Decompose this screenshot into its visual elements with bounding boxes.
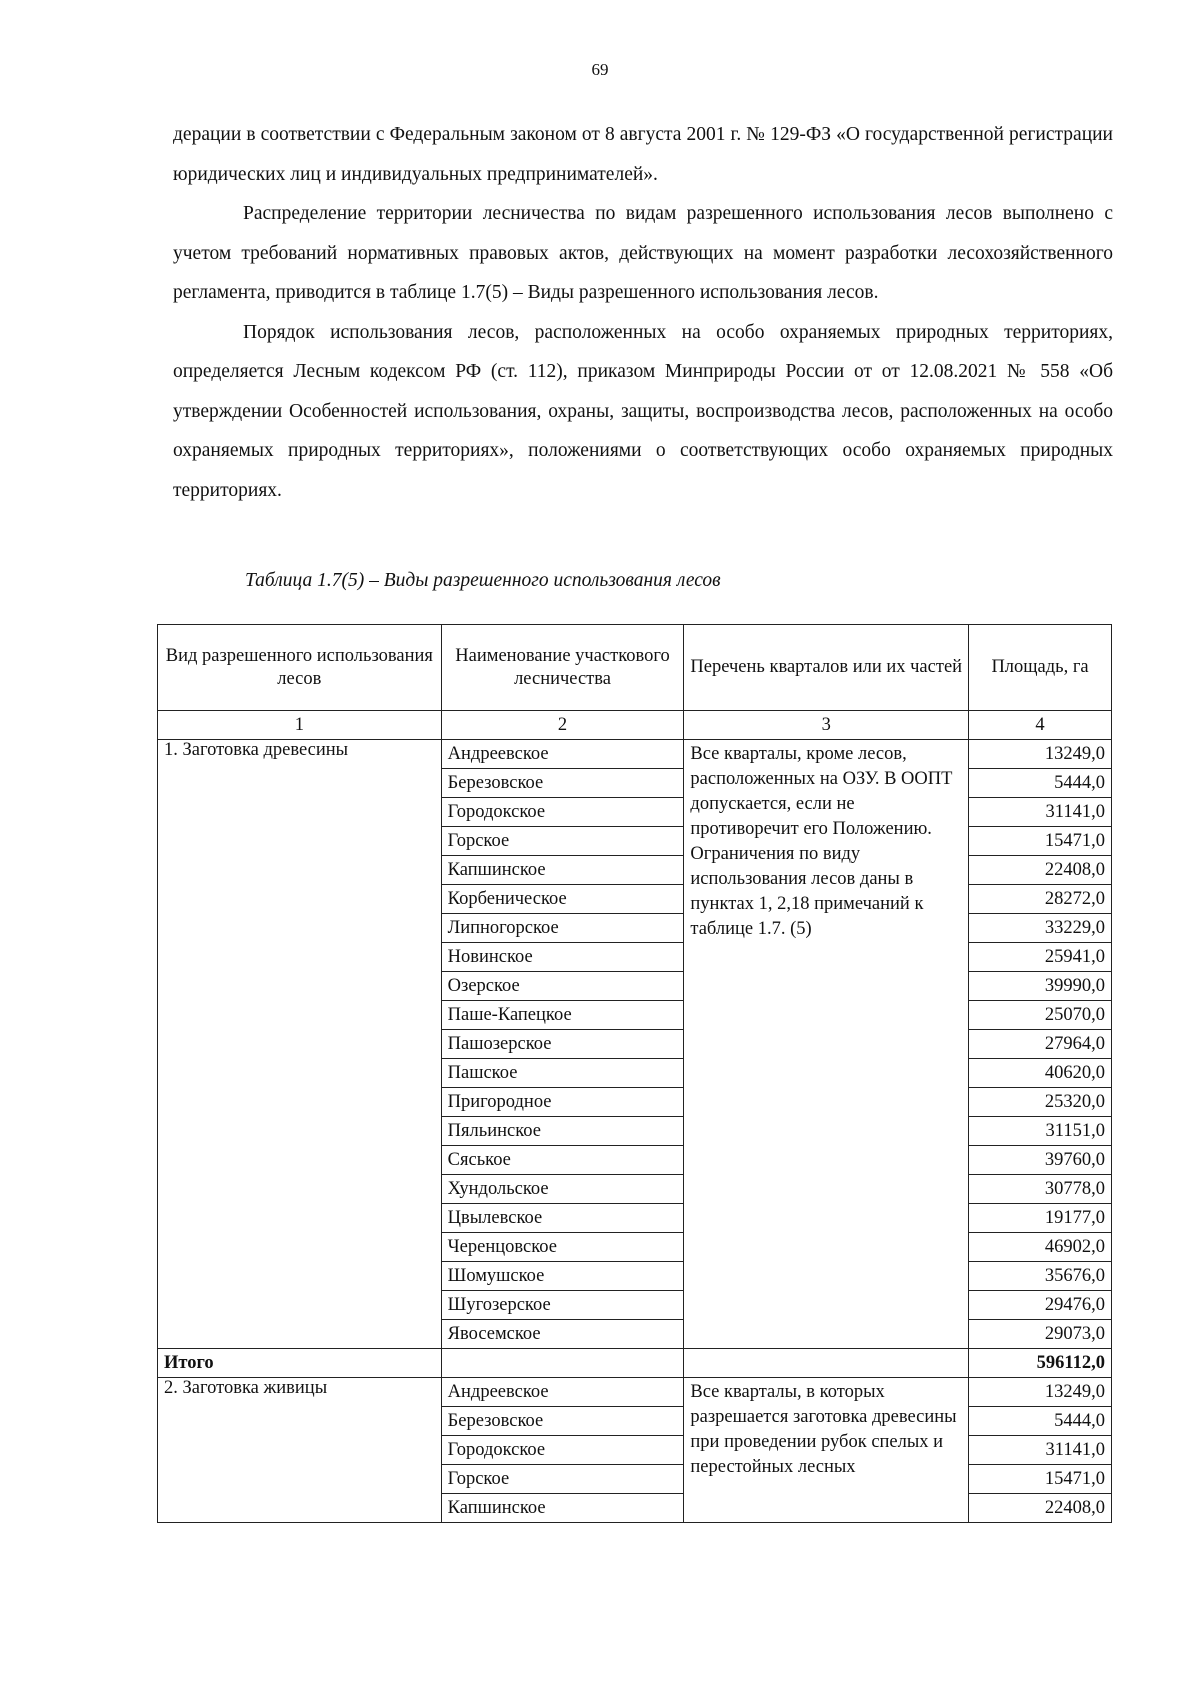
forestry-name-cell: Черенцовское bbox=[441, 1233, 684, 1262]
empty-cell bbox=[441, 1349, 684, 1378]
forestry-name-cell: Шугозерское bbox=[441, 1291, 684, 1320]
area-cell: 29476,0 bbox=[969, 1291, 1112, 1320]
forestry-name-cell: Пригородное bbox=[441, 1088, 684, 1117]
header-cell: Перечень кварталов или их частей bbox=[684, 625, 969, 711]
forestry-name-cell: Городокское bbox=[441, 1436, 684, 1465]
total-area: 596112,0 bbox=[969, 1349, 1112, 1378]
quarters-list-cell: Все кварталы, кроме лесов, расположенных на ОЗУ. В ООПТ допускается, если не противоречит его Положению. Ограничения по виду использования лесов даны в пунктах 1, 2,18 примечаний к таблице 1.7. (5) bbox=[684, 740, 969, 1349]
area-cell: 39760,0 bbox=[969, 1146, 1112, 1175]
forestry-name-cell: Новинское bbox=[441, 943, 684, 972]
area-cell: 5444,0 bbox=[969, 1407, 1112, 1436]
area-cell: 22408,0 bbox=[969, 856, 1112, 885]
use-type-cell: 2. Заготовка живицы bbox=[158, 1378, 442, 1523]
forestry-name-cell: Явосемское bbox=[441, 1320, 684, 1349]
total-label: Итого bbox=[158, 1349, 442, 1378]
empty-cell bbox=[684, 1349, 969, 1378]
area-cell: 31151,0 bbox=[969, 1117, 1112, 1146]
area-cell: 28272,0 bbox=[969, 885, 1112, 914]
area-cell: 46902,0 bbox=[969, 1233, 1112, 1262]
quarters-list-cell: Все кварталы, в которых разрешается заготовка древесины при проведении рубок спелых и перестойных лесных bbox=[684, 1378, 969, 1523]
forestry-name-cell: Горское bbox=[441, 827, 684, 856]
body-text bbox=[173, 115, 1113, 510]
area-cell: 39990,0 bbox=[969, 972, 1112, 1001]
forestry-name-cell: Липногорское bbox=[441, 914, 684, 943]
forestry-name-cell: Городокское bbox=[441, 798, 684, 827]
forestry-name-cell: Хундольское bbox=[441, 1175, 684, 1204]
column-number: 2 bbox=[441, 711, 684, 740]
forestry-name-cell: Сяськое bbox=[441, 1146, 684, 1175]
permitted-use-table bbox=[157, 624, 1112, 1523]
area-cell: 15471,0 bbox=[969, 827, 1112, 856]
area-cell: 25070,0 bbox=[969, 1001, 1112, 1030]
area-cell: 31141,0 bbox=[969, 1436, 1112, 1465]
area-cell: 25941,0 bbox=[969, 943, 1112, 972]
column-number: 3 bbox=[684, 711, 969, 740]
forestry-name-cell: Озерское bbox=[441, 972, 684, 1001]
page-number: 69 bbox=[591, 60, 609, 79]
area-cell: 30778,0 bbox=[969, 1175, 1112, 1204]
forestry-name-cell: Березовское bbox=[441, 769, 684, 798]
area-cell: 22408,0 bbox=[969, 1494, 1112, 1523]
header-cell: Наименование участкового лесничества bbox=[441, 625, 684, 711]
forestry-name-cell: Березовское bbox=[441, 1407, 684, 1436]
area-cell: 5444,0 bbox=[969, 769, 1112, 798]
area-cell: 13249,0 bbox=[969, 1378, 1112, 1407]
forestry-name-cell: Капшинское bbox=[441, 1494, 684, 1523]
area-cell: 40620,0 bbox=[969, 1059, 1112, 1088]
area-cell: 33229,0 bbox=[969, 914, 1112, 943]
forestry-name-cell: Горское bbox=[441, 1465, 684, 1494]
forestry-name-cell: Шомушское bbox=[441, 1262, 684, 1291]
total-row bbox=[158, 1349, 1112, 1378]
column-number: 1 bbox=[158, 711, 442, 740]
forestry-name-cell: Корбеническое bbox=[441, 885, 684, 914]
header-cell: Площадь, га bbox=[969, 625, 1112, 711]
forestry-name-cell: Андреевское bbox=[441, 1378, 684, 1407]
table-header-row bbox=[158, 625, 1112, 711]
area-cell: 25320,0 bbox=[969, 1088, 1112, 1117]
use-type-cell: 1. Заготовка древесины bbox=[158, 740, 442, 1349]
table-body bbox=[158, 740, 1112, 1523]
area-cell: 13249,0 bbox=[969, 740, 1112, 769]
paragraph: Порядок использования лесов, расположенных на особо охраняемых природных территориях, определяется Лесным кодексом РФ (ст. 112), приказом Минприроды России от от 12.08.2021 № 558 «Об утверждении Особенностей использования, охраны, защиты, воспроизводства лесов, расположенных на особо охраняемых природных территориях», положениями о соответствующих особо охраняемых природных территориях. bbox=[173, 321, 1113, 501]
area-cell: 29073,0 bbox=[969, 1320, 1112, 1349]
forestry-name-cell: Пяльинское bbox=[441, 1117, 684, 1146]
forestry-name-cell: Капшинское bbox=[441, 856, 684, 885]
area-cell: 19177,0 bbox=[969, 1204, 1112, 1233]
column-number: 4 bbox=[969, 711, 1112, 740]
area-cell: 35676,0 bbox=[969, 1262, 1112, 1291]
forestry-name-cell: Паше-Капецкое bbox=[441, 1001, 684, 1030]
table-row bbox=[158, 1378, 1112, 1407]
table-caption: Таблица 1.7(5) – Виды разрешенного использования лесов bbox=[245, 570, 721, 591]
area-cell: 27964,0 bbox=[969, 1030, 1112, 1059]
forestry-name-cell: Пашозерское bbox=[441, 1030, 684, 1059]
forestry-name-cell: Цвылевское bbox=[441, 1204, 684, 1233]
table-row bbox=[158, 740, 1112, 769]
forestry-name-cell: Пашское bbox=[441, 1059, 684, 1088]
column-number-row bbox=[158, 711, 1112, 740]
paragraph: дерации в соответствии с Федеральным законом от 8 августа 2001 г. № 129-ФЗ «О государственной регистрации юридических лиц и индивидуальных предпринимателей». bbox=[173, 124, 1113, 185]
forestry-name-cell: Андреевское bbox=[441, 740, 684, 769]
area-cell: 31141,0 bbox=[969, 798, 1112, 827]
area-cell: 15471,0 bbox=[969, 1465, 1112, 1494]
paragraph: Распределение территории лесничества по видам разрешенного использования лесов выполнено с учетом требований нормативных правовых актов, действующих на момент разработки лесохозяйственного регламента, приводится в таблице 1.7(5) – Виды разрешенного использования лесов. bbox=[173, 203, 1113, 303]
header-cell: Вид разрешенного использования лесов bbox=[158, 625, 442, 711]
